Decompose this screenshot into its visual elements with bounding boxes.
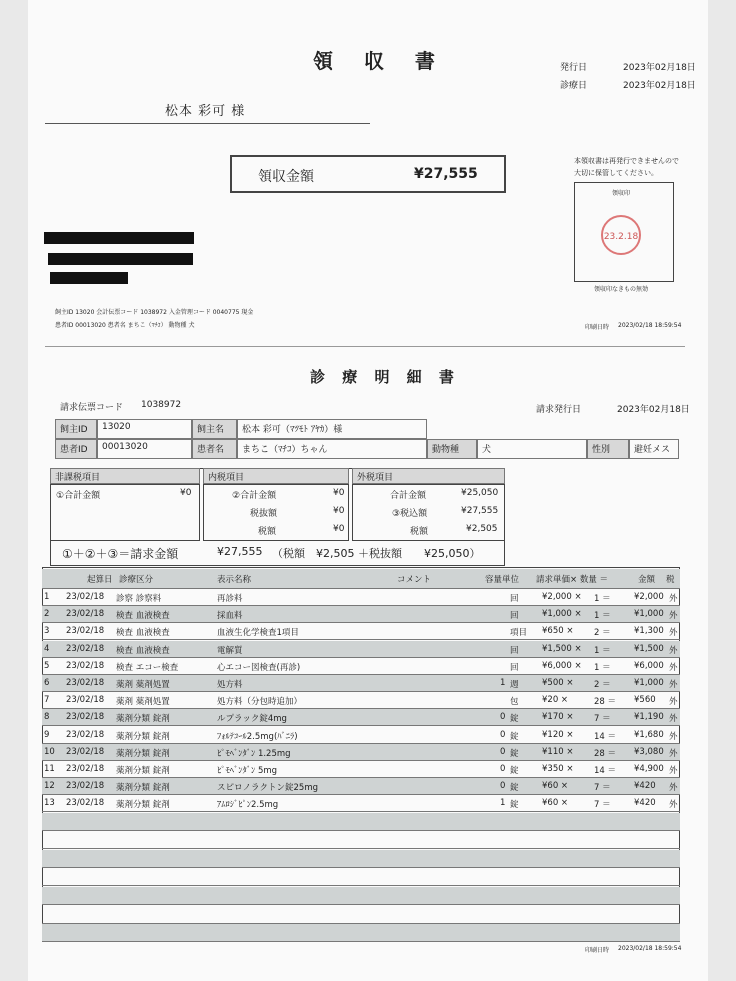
redaction-bar bbox=[44, 232, 194, 244]
item-count: 2 ＝ bbox=[594, 680, 611, 690]
stamp-note: 領収印なきもの無効 bbox=[594, 286, 649, 293]
patient-name-label: 患者名 bbox=[192, 439, 237, 459]
item-unit: 週 bbox=[510, 680, 519, 690]
item-price: ¥60 × bbox=[542, 798, 569, 809]
table-row bbox=[42, 761, 680, 778]
section-divider bbox=[45, 346, 685, 347]
item-count: 14 ＝ bbox=[594, 731, 617, 742]
billing-code: 1038972 bbox=[141, 400, 182, 410]
item-count: 7 ＝ bbox=[594, 800, 611, 811]
receipt-title: 領 収 書 bbox=[313, 49, 447, 73]
item-date: 23/02/18 bbox=[66, 781, 105, 792]
table-row bbox=[42, 692, 680, 709]
item-category: 検査 血液検査 bbox=[116, 645, 170, 656]
footer-print-label: 印刷日時 bbox=[585, 947, 610, 954]
redaction-bar bbox=[48, 253, 193, 265]
item-qty: 1 bbox=[500, 678, 506, 688]
stamp-label: 領収印 bbox=[612, 190, 631, 197]
blank-row bbox=[42, 924, 680, 942]
item-count: 1 ＝ bbox=[594, 645, 611, 656]
item-no: 6 bbox=[44, 678, 50, 688]
item-amount: ¥1,500 bbox=[634, 643, 664, 654]
statement-title: 診 療 明 細 書 bbox=[310, 368, 460, 386]
receipt-stamp: 23.2.18 bbox=[601, 215, 641, 255]
item-qty: 0 bbox=[500, 712, 506, 723]
visit-date: 2023年02月18日 bbox=[623, 81, 696, 91]
item-category: 薬剤分類 錠剤 bbox=[116, 783, 170, 794]
table-row bbox=[42, 589, 680, 606]
recipient-underline bbox=[45, 123, 370, 124]
item-no: 1 bbox=[44, 592, 50, 602]
item-tax: 外 bbox=[669, 697, 678, 708]
header-amount: 金額 bbox=[638, 575, 656, 585]
nontax-total: ¥0 bbox=[180, 488, 192, 498]
item-tax: 外 bbox=[669, 714, 678, 725]
header-unit: 容量単位 bbox=[485, 575, 520, 585]
item-price: ¥500 × bbox=[542, 678, 574, 688]
owner-name: 松本 彩可（ﾏﾂﾓﾄ ｱﾔｶ）様 bbox=[237, 419, 427, 439]
extax-total-label: 合計金額 bbox=[390, 491, 427, 501]
item-amount: ¥3,080 bbox=[634, 746, 664, 757]
item-price: ¥2,000 × bbox=[542, 592, 582, 602]
item-category: 薬剤分類 錠剤 bbox=[116, 800, 170, 811]
item-category: 検査 血液検査 bbox=[116, 628, 170, 639]
footer-print-time: 2023/02/18 18:59:54 bbox=[618, 945, 682, 952]
item-date: 23/02/18 bbox=[66, 798, 105, 809]
item-unit: 回 bbox=[510, 662, 519, 673]
item-amount: ¥560 bbox=[634, 695, 656, 706]
item-price: ¥1,500 × bbox=[542, 643, 582, 654]
item-no: 13 bbox=[44, 798, 55, 809]
item-name: 心エコー図検査(再診) bbox=[217, 662, 301, 673]
extax-header: 外税項目 bbox=[352, 468, 505, 484]
table-row bbox=[42, 727, 680, 744]
item-name: ルプラック錠4mg bbox=[217, 714, 287, 725]
item-tax: 外 bbox=[669, 731, 678, 742]
intax-total-label: ②合計金額 bbox=[232, 491, 277, 501]
billing-tax-breakdown: （税額 ¥2,505 ＋税抜額 ¥25,050） bbox=[272, 547, 481, 560]
item-count: 2 ＝ bbox=[594, 628, 611, 639]
print-time: 2023/02/18 18:59:54 bbox=[618, 322, 682, 329]
item-unit: 錠 bbox=[510, 714, 519, 725]
header-category: 診療区分 bbox=[119, 575, 154, 585]
items-header bbox=[42, 569, 680, 589]
item-name: スピロノラクトン錠25mg bbox=[217, 783, 318, 794]
notice-line1: 本領収書は再発行できませんので bbox=[574, 157, 679, 165]
receipt-codes: 飼主ID 13020 会計伝票コード 1038972 入金管理コード 0040775 現金 bbox=[55, 309, 254, 316]
item-count: 14 ＝ bbox=[594, 766, 617, 776]
item-amount: ¥6,000 bbox=[634, 660, 664, 671]
billing-date: 2023年02月18日 bbox=[617, 405, 690, 415]
item-no: 5 bbox=[44, 660, 50, 671]
sex-label: 性別 bbox=[587, 439, 629, 459]
stamp-box bbox=[574, 182, 674, 282]
item-no: 7 bbox=[44, 695, 50, 706]
item-tax: 外 bbox=[669, 611, 678, 622]
item-qty: 0 bbox=[500, 781, 506, 792]
item-amount: ¥1,000 bbox=[634, 678, 664, 688]
print-label: 印刷日時 bbox=[585, 324, 610, 331]
billing-date-label: 請求発行日 bbox=[536, 405, 582, 415]
item-price: ¥20 × bbox=[542, 695, 569, 706]
patient-id-label: 患者ID bbox=[55, 439, 97, 459]
patient-name: まちこ（ﾏﾁｺ）ちゃん bbox=[237, 439, 427, 459]
extax-tax-label: 税額 bbox=[410, 527, 429, 537]
item-unit: 錠 bbox=[510, 783, 519, 794]
item-no: 4 bbox=[44, 643, 50, 654]
item-date: 23/02/18 bbox=[66, 609, 105, 620]
nontax-header: 非課税項目 bbox=[50, 468, 200, 484]
blank-row bbox=[42, 850, 680, 868]
item-unit: 錠 bbox=[510, 800, 519, 811]
item-tax: 外 bbox=[669, 680, 678, 690]
table-row bbox=[42, 623, 680, 640]
item-amount: ¥1,300 bbox=[634, 626, 664, 637]
item-name: 電解質 bbox=[217, 645, 243, 656]
item-price: ¥350 × bbox=[542, 764, 574, 774]
table-row bbox=[42, 606, 680, 623]
blank-row bbox=[42, 831, 680, 849]
header-comment: コメント bbox=[397, 575, 432, 585]
item-category: 薬剤分類 錠剤 bbox=[116, 748, 170, 759]
item-tax: 外 bbox=[669, 662, 678, 673]
extax-tax: ¥2,505 bbox=[466, 524, 498, 534]
item-category: 検査 エコー検査 bbox=[116, 662, 179, 673]
item-date: 23/02/18 bbox=[66, 626, 105, 637]
item-unit: 項目 bbox=[510, 628, 528, 639]
item-tax: 外 bbox=[669, 594, 678, 604]
extax-inclusive-label: ③税込額 bbox=[392, 509, 428, 519]
item-no: 11 bbox=[44, 764, 55, 774]
item-amount: ¥1,680 bbox=[634, 729, 664, 740]
item-count: 7 ＝ bbox=[594, 714, 611, 725]
item-name: ｱﾑﾛｼﾞﾋﾟﾝ2.5mg bbox=[217, 800, 279, 811]
item-category: 診察 診察料 bbox=[116, 594, 162, 604]
blank-row bbox=[42, 868, 680, 886]
item-qty: 0 bbox=[500, 764, 506, 774]
item-tax: 外 bbox=[669, 766, 678, 776]
item-name: 血液生化学検査1項目 bbox=[217, 628, 299, 639]
item-count: 1 ＝ bbox=[594, 611, 611, 622]
item-unit: 錠 bbox=[510, 766, 519, 776]
item-qty: 0 bbox=[500, 729, 506, 740]
item-amount: ¥420 bbox=[634, 781, 656, 792]
table-row bbox=[42, 744, 680, 761]
item-date: 23/02/18 bbox=[66, 660, 105, 671]
item-amount: ¥420 bbox=[634, 798, 656, 809]
item-qty: 0 bbox=[500, 746, 506, 757]
intax-total: ¥0 bbox=[333, 488, 345, 498]
item-unit: 回 bbox=[510, 594, 519, 604]
item-date: 23/02/18 bbox=[66, 746, 105, 757]
intax-tax-label: 税額 bbox=[258, 527, 277, 537]
species: 犬 bbox=[477, 439, 587, 459]
item-name: ﾋﾟﾓﾍﾞﾝﾀﾞﾝ 1.25mg bbox=[217, 748, 291, 759]
item-unit: 回 bbox=[510, 645, 519, 656]
item-qty: 1 bbox=[500, 798, 506, 809]
item-category: 薬剤分類 錠剤 bbox=[116, 766, 170, 776]
issue-date-label: 発行日 bbox=[560, 63, 588, 73]
amount-label: 領収金額 bbox=[258, 169, 314, 185]
item-name: 処方料 bbox=[217, 680, 243, 690]
item-category: 薬剤分類 錠剤 bbox=[116, 731, 170, 742]
item-no: 9 bbox=[44, 729, 50, 740]
billing-code-label: 請求伝票コード bbox=[60, 403, 124, 413]
item-date: 23/02/18 bbox=[66, 712, 105, 723]
item-count: 1 ＝ bbox=[594, 594, 611, 604]
item-name: 処方料（分包時追加） bbox=[217, 697, 303, 708]
item-unit: 包 bbox=[510, 697, 519, 708]
item-date: 23/02/18 bbox=[66, 764, 105, 774]
item-price: ¥60 × bbox=[542, 781, 569, 792]
intax-header: 内税項目 bbox=[203, 468, 349, 484]
item-price: ¥120 × bbox=[542, 729, 574, 740]
item-category: 薬剤 薬剤処置 bbox=[116, 680, 170, 690]
table-row bbox=[42, 709, 680, 726]
blank-row bbox=[42, 813, 680, 831]
sex: 避妊メス bbox=[629, 439, 679, 459]
item-count: 28 ＝ bbox=[594, 697, 617, 708]
receipt-patient-line: 患者ID 00013020 患者名 まちこ（ﾏﾁｺ） 動物種 犬 bbox=[55, 322, 195, 329]
item-name: ﾋﾟﾓﾍﾞﾝﾀﾞﾝ 5mg bbox=[217, 766, 278, 776]
item-amount: ¥1,190 bbox=[634, 712, 664, 723]
notice-line2: 大切に保管してください。 bbox=[574, 169, 658, 177]
blank-row bbox=[42, 887, 680, 905]
intax-tax: ¥0 bbox=[333, 524, 345, 534]
blank-row bbox=[42, 906, 680, 924]
item-no: 10 bbox=[44, 746, 55, 757]
item-price: ¥110 × bbox=[542, 746, 574, 757]
intax-exclusive-label: 税抜額 bbox=[250, 509, 278, 519]
species-label: 動物種 bbox=[427, 439, 477, 459]
header-name: 表示名称 bbox=[217, 575, 252, 585]
item-no: 12 bbox=[44, 781, 55, 792]
item-count: 28 ＝ bbox=[594, 748, 617, 759]
table-row bbox=[42, 658, 680, 675]
item-no: 3 bbox=[44, 626, 50, 637]
item-tax: 外 bbox=[669, 800, 678, 811]
item-count: 1 ＝ bbox=[594, 662, 611, 673]
nontax-total-label: ①合計金額 bbox=[56, 491, 101, 501]
item-tax: 外 bbox=[669, 628, 678, 639]
extax-inclusive: ¥27,555 bbox=[461, 506, 499, 516]
table-row bbox=[42, 795, 680, 812]
item-no: 8 bbox=[44, 712, 50, 723]
item-no: 2 bbox=[44, 609, 50, 620]
item-tax: 外 bbox=[669, 748, 678, 759]
item-amount: ¥4,900 bbox=[634, 764, 664, 774]
item-price: ¥1,000 × bbox=[542, 609, 582, 620]
amount-value: ¥27,555 bbox=[414, 166, 478, 182]
item-date: 23/02/18 bbox=[66, 695, 105, 706]
item-date: 23/02/18 bbox=[66, 592, 105, 602]
item-unit: 錠 bbox=[510, 731, 519, 742]
table-row bbox=[42, 778, 680, 795]
item-unit: 錠 bbox=[510, 748, 519, 759]
owner-name-label: 飼主名 bbox=[192, 419, 237, 439]
item-price: ¥6,000 × bbox=[542, 660, 582, 671]
item-count: 7 ＝ bbox=[594, 783, 611, 794]
item-category: 薬剤 薬剤処置 bbox=[116, 697, 170, 708]
item-name: ﾌｫﾙﾃｺｰﾙ2.5mg(ﾊﾞﾆﾗ) bbox=[217, 731, 298, 742]
issue-date: 2023年02月18日 bbox=[623, 63, 696, 73]
header-tax: 税 bbox=[666, 575, 675, 585]
item-tax: 外 bbox=[669, 645, 678, 656]
item-category: 検査 血液検査 bbox=[116, 611, 170, 622]
item-name: 採血料 bbox=[217, 611, 243, 622]
owner-id: 13020 bbox=[97, 419, 192, 439]
intax-exclusive: ¥0 bbox=[333, 506, 345, 516]
item-name: 再診料 bbox=[217, 594, 243, 604]
owner-id-label: 飼主ID bbox=[55, 419, 97, 439]
amount-box bbox=[230, 155, 506, 193]
item-unit: 回 bbox=[510, 611, 519, 622]
extax-total: ¥25,050 bbox=[461, 488, 499, 498]
table-row bbox=[42, 675, 680, 692]
header-calc: 請求単価× 数量 ＝ bbox=[536, 575, 609, 585]
item-date: 23/02/18 bbox=[66, 643, 105, 654]
item-tax: 外 bbox=[669, 783, 678, 794]
redaction-bar bbox=[50, 272, 128, 284]
patient-id: 00013020 bbox=[97, 439, 192, 459]
item-date: 23/02/18 bbox=[66, 678, 105, 688]
item-amount: ¥1,000 bbox=[634, 609, 664, 620]
item-price: ¥650 × bbox=[542, 626, 574, 637]
recipient-name: 松本 彩可 様 bbox=[165, 104, 246, 119]
table-row bbox=[42, 641, 680, 658]
item-price: ¥170 × bbox=[542, 712, 574, 723]
billing-amount: ¥27,555 bbox=[217, 545, 263, 558]
item-category: 薬剤分類 錠剤 bbox=[116, 714, 170, 725]
visit-date-label: 診療日 bbox=[560, 81, 588, 91]
header-date: 起算日 bbox=[87, 575, 113, 585]
item-date: 23/02/18 bbox=[66, 729, 105, 740]
billing-formula: ①＋②＋③＝請求金額 bbox=[62, 547, 179, 561]
item-amount: ¥2,000 bbox=[634, 592, 664, 602]
